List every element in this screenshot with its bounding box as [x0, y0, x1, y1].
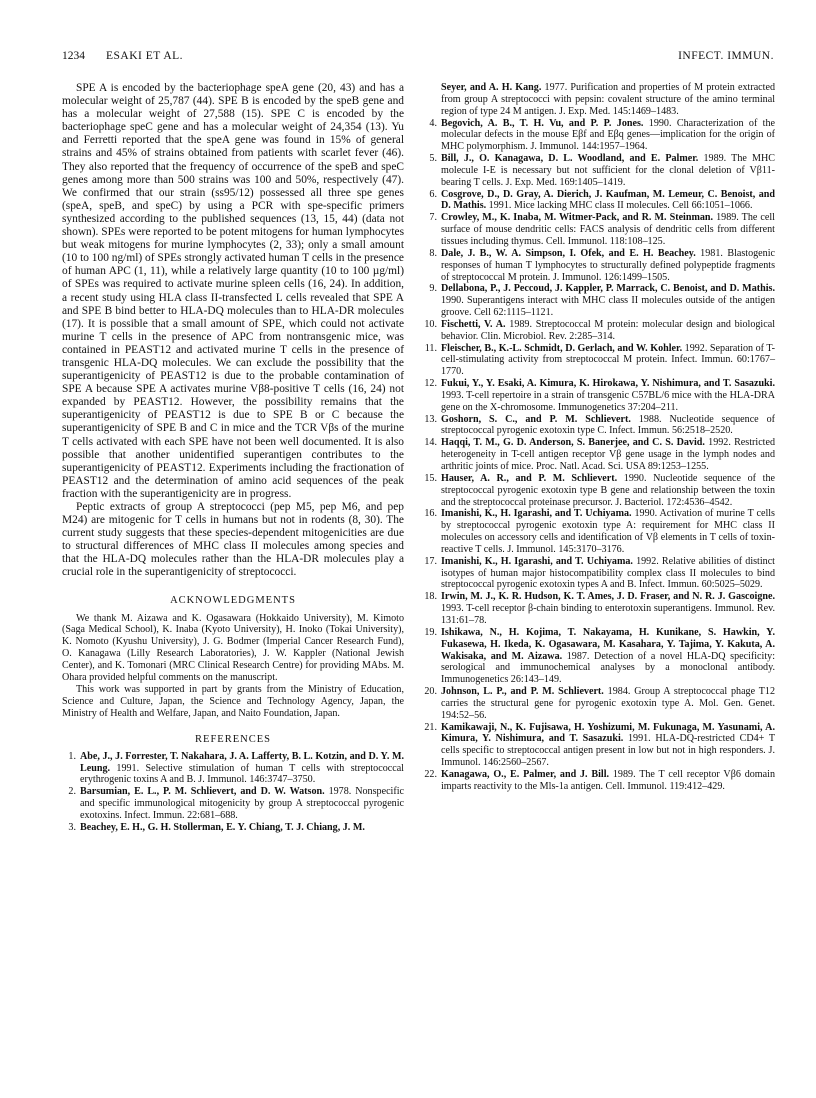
reference-authors: Irwin, M. J., K. R. Hudson, K. T. Ames, J. D. Fraser, and N. R. J. Gascoigne. [441, 591, 775, 603]
reference-number: 10. [424, 318, 437, 330]
reference-item [423, 627, 775, 686]
funding-paragraph: This work was supported in part by grants from the Ministry of Education, Science and Culture, Japan, the Science and Technology Agency, Japan, the Ministry of Health and Welfare, Japan, and Naito Foundation, Japan. [62, 684, 404, 719]
reference-number: 20. [424, 686, 437, 698]
reference-authors: Cosgrove, D., D. Gray, A. Dierich, J. Kaufman, M. Lemeur, C. Benoist, and D. Mathis. [441, 188, 775, 212]
page-number: 1234 [62, 50, 85, 62]
reference-item [423, 591, 775, 627]
reference-authors: Imanishi, K., H. Igarashi, and T. Uchiyama. [441, 508, 632, 520]
reference-number: 6. [429, 188, 437, 200]
acknowledgment-paragraph: We thank M. Aizawa and K. Ogasawara (Hokkaido University), M. Kimoto (Saga Medical School), K. Inaba (Kyoto University), H. Inoko (Tokai University), K. Nomoto (Kyushu University), J. G. Bodmer (Imperial Cancer Research Fund), O. Kanagawa (Lilly Research Laboratories), J. W. Kappler (National Jewish Center), and K. Tomonari (MRC Clinical Research Centre) for providing MAbs. M. Ohara provided helpful comments on the manuscript. [62, 612, 404, 684]
reference-authors: Beachey, E. H., G. H. Stollerman, E. Y. Chiang, T. J. Chiang, J. M. [80, 821, 365, 833]
reference-text: 1984. Group A streptococcal phage T12 carries the structural gene for pyrogenic exotoxin type A. Mol. Gen. Genet. 194:52–56. [441, 686, 775, 721]
reference-item [62, 822, 404, 834]
reference-text: 1989. The cell surface of mouse dendritic cells: FACS analysis of dendritic cells from different tissues including thymus. Cell. Immunol. 118:108–125. [441, 212, 775, 247]
reference-item [423, 437, 775, 473]
reference-item [423, 343, 775, 379]
reference-number: 7. [429, 212, 437, 224]
reference-authors: Kanagawa, O., E. Palmer, and J. Bill. [441, 768, 610, 780]
reference-authors: Johnson, L. P., and P. M. Schlievert. [441, 686, 604, 698]
reference-text: 1992. Restricted heterogeneity in T-cell antigen receptor Vβ gene usage in the lymph nodes and arthritic joints of mice. Proc. Natl. Acad. Sci. USA 89:1253–1255. [441, 437, 776, 472]
reference-item [423, 414, 775, 438]
reference-item [423, 722, 775, 769]
reference-text: 1977. Purification and properties of M protein extracted from group A streptococci with pepsin: covalent structure of the amino terminal region of type 24 M antigen. J. Exp. Med. 145:1469–1483. [441, 82, 775, 117]
reference-number: 9. [429, 283, 437, 295]
reference-item [423, 153, 775, 189]
references-heading: REFERENCES [195, 733, 271, 745]
reference-number: 13. [424, 413, 437, 425]
reference-authors: Dale, J. B., W. A. Simpson, I. Ofek, and E. H. Beachey. [441, 247, 696, 259]
reference-authors: Seyer, and A. H. Kang. [441, 82, 542, 93]
running-header [62, 50, 774, 68]
journal-abbreviation: INFECT. IMMUN. [678, 50, 774, 62]
reference-text: 1989. The T cell receptor Vβ6 domain imparts reactivity to the Mls-1a antigen. Cell. Immunol. 119:412–429. [441, 768, 775, 792]
reference-text: 1991. Selective stimulation of human T cells with streptococcal erythrogenic toxins A and B. J. Immunol. 146:3747–3750. [80, 762, 404, 786]
reference-item [423, 212, 775, 248]
reference-number: 12. [424, 378, 437, 390]
reference-item [62, 786, 404, 822]
reference-continuation [423, 82, 775, 118]
reference-text: 1989. The MHC molecule I-E is necessary but not sufficient for the clonal deletion of Vβ11-bearing T cells. J. Exp. Med. 169:1405–1419. [441, 153, 775, 188]
reference-number: 19. [424, 626, 437, 638]
reference-text: 1987. Detection of a novel HLA-DQ specificity: serological and immunochemical analyses by a monoclonal antibody. Immunogenetics 26:143–149. [441, 650, 775, 686]
reference-item [423, 473, 775, 509]
reference-item [423, 769, 775, 793]
reference-authors: Ishikawa, N., H. Kojima, T. Nakayama, H. Kunikane, S. Hawkin, Y. Fukasewa, H. Ikeda, K. Ogasawara, M. Kasahara, Y. Tajima, Y. Kakuta, A. Wakisaka, and M. Aizawa. [441, 626, 775, 662]
reference-authors: Kamikawaji, N., K. Fujisawa, H. Yoshizumi, M. Fukunaga, M. Yasunami, A. Kimura, Y. Nishimura, and T. Sasazuki. [441, 721, 775, 745]
reference-item [423, 319, 775, 343]
reference-authors: Begovich, A. B., T. H. Vu, and P. P. Jones. [441, 117, 644, 129]
reference-item [423, 248, 775, 284]
body-paragraph: Peptic extracts of group A streptococci (pep M5, pep M6, and pep M24) are mitogenic for T cells in humans but not in rodents (8, 30). The current study suggests that these species-dependent mitogenicities are due to structural differences of MHC class II molecules among species and that the HLA-DQ molecules rather than the HLA-DR molecules play a crucial role in the superantigenicity of streptococci. [62, 501, 404, 579]
reference-text: 1990. Superantigens interact with MHC class II molecules outside of the antigen groove. Cell 62:1115–1121. [441, 295, 775, 319]
reference-number: 14. [424, 437, 437, 449]
reference-number: 1. [68, 750, 76, 762]
reference-number: 2. [68, 786, 76, 798]
reference-number: 8. [429, 247, 437, 259]
reference-text: 1992. Relative abilities of distinct isotypes of human major histocompatibility complex class II molecules to bind streptococcal pyrogenic exotoxin types A and B. Infect. Immun. 60:5025–5029. [441, 555, 775, 591]
reference-item [423, 686, 775, 722]
reference-text: 1988. Nucleotide sequence of streptococcal pyrogenic exotoxin type C. Infect. Immun. 56:2518–2520. [441, 413, 775, 437]
reference-item [423, 556, 775, 592]
reference-authors: Hauser, A. R., and P. M. Schlievert. [441, 472, 618, 484]
reference-authors: Haqqi, T. M., G. D. Anderson, S. Banerjee, and C. S. David. [441, 437, 705, 449]
reference-number: 22. [424, 768, 437, 780]
reference-text: 1978. Nonspecific and specific immunological mitogenicity by group A streptococcal pyrogenic exotoxins. Infect. Immun. 22:681–688. [80, 786, 404, 821]
acknowledgments-heading: ACKNOWLEDGMENTS [170, 594, 296, 606]
reference-number: 11. [424, 342, 437, 354]
running-authors: ESAKI ET AL. [106, 50, 184, 62]
reference-authors: Bill, J., O. Kanagawa, D. L. Woodland, and E. Palmer. [441, 153, 699, 165]
reference-number: 18. [424, 591, 437, 603]
reference-number: 16. [424, 508, 437, 520]
reference-authors: Fukui, Y., Y. Esaki, A. Kimura, K. Hirokawa, Y. Nishimura, and T. Sasazuki. [441, 378, 775, 390]
reference-authors: Barsumian, E. L., P. M. Schlievert, and D. W. Watson. [80, 786, 325, 798]
body-paragraph: SPE A is encoded by the bacteriophage speA gene (20, 43) and has a molecular weight of 25,787 (44). SPE B is encoded by the speB gene and has a molecular weight of 27,588 (15). SPE C is encoded by the bacteriophage speC gene and has a molecular weight of 24,354 (13). Yu and Ferretti reported that the speA gene was found in 15% of general strains and 45% of strains obtained from patients with scarlet fever (46). They also reported that the frequency of occurrence of the speB and speC genes among more than 500 strains was 100 and 50%, respectively (47). We confirmed that our strain (ss95/12) possessed all three spe genes (speA, speB, and speC) by using a PCR with spe-specific primers synthesized according to the published sequences (13, 15, 44) (data not shown). SPEs were reported to be potent mitogens for human lymphocytes but weak mitogens for murine lymphocytes (2, 33); only a small amount (10 to 100 ng/ml) of SPEs strongly activated human T cells in the presence of human APC (1, 11), while a relatively large quantity (10 to 100 µg/ml) of SPEs was required to activate murine spleen cells (16, 24). In addition, a recent study using HLA class II-transfected L cells revealed that SPE A and SPE B bind better to HLA-DQ molecules than to HLA-DR molecules (17). It is possible that a small amount of SPE, which could not activate murine T cells in the presence of APC from nontransgenic mice, was contained in PEAST12 and activated murine T cells in the presence of transgenic HLA-DQ molecules. We can exclude the possibility that the superantigenicity of PEAST12 is due to the probable contamination of SPE A because SPE A activates murine Vβ8-positive T cells (16, 24) not expanded by PEAST12. However, the possibility remains that the superantigenicity of PEAST12 is due to SPE B or C because the superantigenicity of SPE B and C in mice and the TCR Vβs of the murine T cells activated with each SPE have not been well documented. It is also possible that another unidentified superantigen contributes to the superantigenicity of PEAST12. Experiments including the fractionation of PEAST12 and the determination of amino acid sequences of the peak fraction with the superantigenicity are in progress. [62, 82, 404, 500]
reference-text: 1990. Nucleotide sequence of the streptococcal pyrogenic exotoxin type B gene and relationship between the toxin and the streptococcal proteinase precursor. J. Bacteriol. 172:4536–4542. [441, 472, 775, 508]
reference-text: 1990. Characterization of the molecular defects in the mouse Eβf and Eβq genes—implication for the origin of MHC polymorphism. J. Immunol. 144:1957–1964. [441, 117, 775, 153]
reference-item [62, 751, 404, 787]
reference-item [423, 508, 775, 555]
reference-number: 17. [424, 555, 437, 567]
reference-authors: Imanishi, K., H. Igarashi, and T. Uchiyama. [441, 555, 633, 567]
left-column [62, 82, 404, 834]
references-list-right [423, 118, 775, 793]
reference-text: 1993. T-cell repertoire in a strain of transgenic C57BL/6 mice with the HLA-DRA gene on the X-chromosome. Immunogenetics 37:204–211. [441, 389, 775, 413]
reference-authors: Fischetti, V. A. [441, 318, 506, 330]
reference-number: 21. [424, 721, 437, 733]
reference-text: 1991. HLA-DQ-restricted CD4+ T cells specific to streptococcal antigen present in low but not in high responders. J. Immunol. 146:2560–2567. [441, 733, 775, 769]
reference-text: 1990. Activation of murine T cells by streptococcal pyrogenic exotoxin type A: requirement for MHC class II molecules on accessory cells and identification of Vβ elements in T cells of toxin-reactive T cells. J. Immunol. 145:3170–3176. [441, 508, 775, 555]
reference-number: 5. [429, 153, 437, 165]
references-list-left [62, 751, 404, 834]
reference-authors: Goshorn, S. C., and P. M. Schlievert. [441, 413, 631, 425]
reference-item [423, 378, 775, 414]
reference-text: 1991. Mice lacking MHC class II molecules. Cell 66:1051–1066. [486, 200, 753, 212]
reference-authors: Fleischer, B., K.-L. Schmidt, D. Gerlach, and W. Kohler. [441, 342, 683, 354]
reference-authors: Crowley, M., K. Inaba, M. Witmer-Pack, and R. M. Steinman. [441, 212, 714, 224]
reference-text: 1992. Separation of T-cell-stimulating activity from streptococcal M protein. Infect. Immun. 60:1767–1770. [441, 342, 775, 378]
reference-authors: Abe, J., J. Forrester, T. Nakahara, J. A. Lafferty, B. L. Kotzin, and D. Y. M. Leung. [80, 750, 404, 774]
reference-number: 3. [68, 821, 76, 833]
reference-text: 1989. Streptococcal M protein: molecular design and biological behavior. Clin. Microbiol. Rev. 2:285–314. [441, 318, 775, 342]
reference-item [423, 118, 775, 154]
reference-authors: Dellabona, P., J. Peccoud, J. Kappler, P. Marrack, C. Benoist, and D. Mathis. [441, 283, 775, 295]
reference-item [423, 283, 775, 319]
reference-number: 15. [424, 472, 437, 484]
reference-text: 1993. T-cell receptor β-chain binding to enterotoxin superantigens. Immunol. Rev. 131:61–78. [441, 603, 775, 626]
reference-text: 1981. Blastogenic responses of human T lymphocytes to structurally defined polypeptide fragments of streptococcal M protein. J. Immunol. 126:1499–1505. [441, 247, 775, 283]
reference-number: 4. [429, 117, 437, 129]
right-column [423, 82, 775, 793]
reference-item [423, 189, 775, 213]
